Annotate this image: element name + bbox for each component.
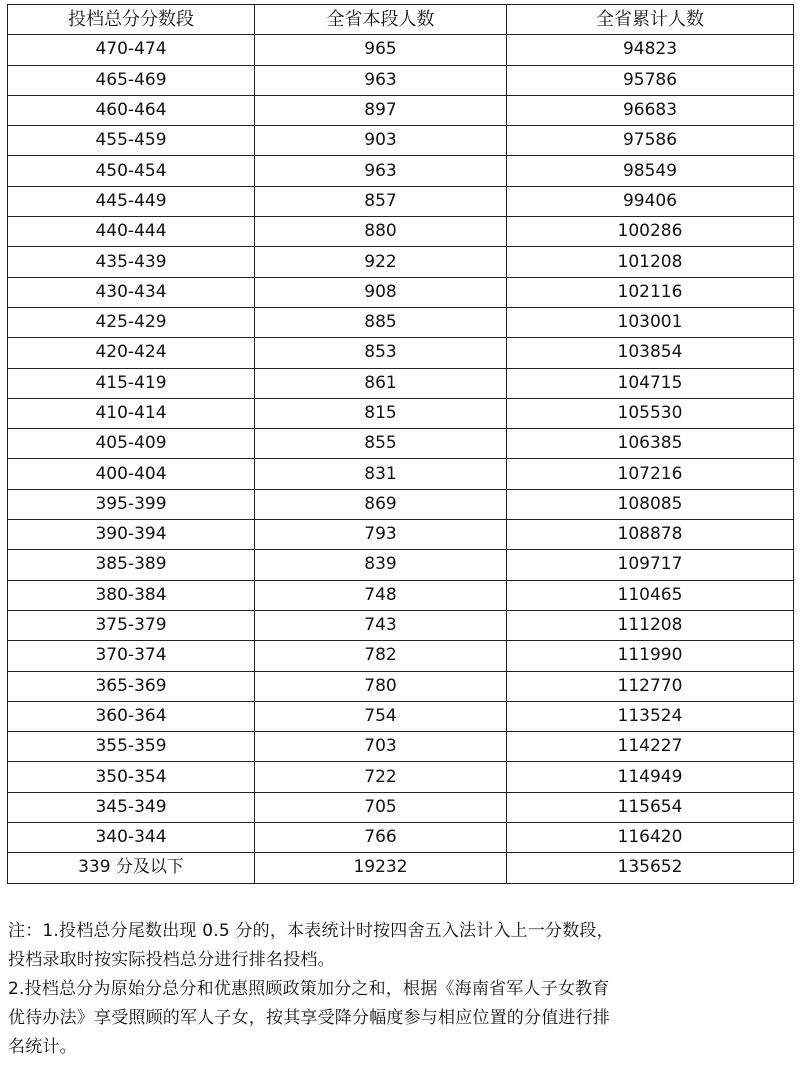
segment-count-cell: 853 bbox=[255, 338, 507, 368]
cumulative-count-cell: 101208 bbox=[507, 247, 794, 277]
cumulative-count-cell: 114949 bbox=[507, 762, 794, 792]
table-row bbox=[8, 156, 794, 186]
score-range-cell: 355-359 bbox=[8, 732, 255, 762]
segment-count-cell: 922 bbox=[255, 247, 507, 277]
cumulative-count-cell: 116420 bbox=[507, 823, 794, 853]
score-table-container bbox=[7, 4, 793, 884]
segment-count-cell: 831 bbox=[255, 459, 507, 489]
score-range-cell: 455-459 bbox=[8, 126, 255, 156]
table-row bbox=[8, 641, 794, 671]
table-row bbox=[8, 398, 794, 428]
segment-count-cell: 885 bbox=[255, 307, 507, 337]
cumulative-count-cell: 103001 bbox=[507, 307, 794, 337]
table-row bbox=[8, 368, 794, 398]
segment-count-cell: 908 bbox=[255, 277, 507, 307]
table-row bbox=[8, 126, 794, 156]
table-row bbox=[8, 247, 794, 277]
cumulative-count-cell: 110465 bbox=[507, 580, 794, 610]
score-range-cell: 430-434 bbox=[8, 277, 255, 307]
cumulative-count-cell: 95786 bbox=[507, 65, 794, 95]
note-2-line-3: 名统计。 bbox=[8, 1037, 77, 1057]
table-row bbox=[8, 338, 794, 368]
note-2-line-1: 2.投档总分为原始分总分和优惠照顾政策加分之和，根据《海南省军人子女教育 bbox=[8, 979, 610, 999]
score-range-cell: 420-424 bbox=[8, 338, 255, 368]
cumulative-count-cell: 96683 bbox=[507, 95, 794, 125]
score-range-cell: 415-419 bbox=[8, 368, 255, 398]
table-row bbox=[8, 35, 794, 65]
cumulative-count-cell: 106385 bbox=[507, 429, 794, 459]
cumulative-count-cell: 111990 bbox=[507, 641, 794, 671]
note-1-line-1: 注：1.投档总分尾数出现 0.5 分的，本表统计时按四舍五入法计入上一分数段， bbox=[8, 921, 614, 941]
cumulative-count-cell: 114227 bbox=[507, 732, 794, 762]
score-range-cell: 400-404 bbox=[8, 459, 255, 489]
cumulative-count-cell: 108878 bbox=[507, 520, 794, 550]
segment-count-cell: 780 bbox=[255, 671, 507, 701]
score-range-cell: 460-464 bbox=[8, 95, 255, 125]
table-row bbox=[8, 762, 794, 792]
score-range-cell: 445-449 bbox=[8, 186, 255, 216]
score-range-cell: 385-389 bbox=[8, 550, 255, 580]
score-range-cell: 340-344 bbox=[8, 823, 255, 853]
table-row bbox=[8, 459, 794, 489]
score-range-cell: 450-454 bbox=[8, 156, 255, 186]
segment-count-cell: 839 bbox=[255, 550, 507, 580]
table-row bbox=[8, 520, 794, 550]
table-row bbox=[8, 95, 794, 125]
segment-count-cell: 722 bbox=[255, 762, 507, 792]
score-range-cell: 350-354 bbox=[8, 762, 255, 792]
segment-count-cell: 963 bbox=[255, 65, 507, 95]
table-row bbox=[8, 580, 794, 610]
score-range-cell: 380-384 bbox=[8, 580, 255, 610]
score-range-cell: 435-439 bbox=[8, 247, 255, 277]
segment-count-cell: 19232 bbox=[255, 853, 507, 883]
cumulative-count-cell: 109717 bbox=[507, 550, 794, 580]
table-row bbox=[8, 217, 794, 247]
cumulative-count-cell: 100286 bbox=[507, 217, 794, 247]
segment-count-cell: 815 bbox=[255, 398, 507, 428]
segment-count-cell: 766 bbox=[255, 823, 507, 853]
table-row bbox=[8, 701, 794, 731]
table-row bbox=[8, 186, 794, 216]
score-range-cell: 410-414 bbox=[8, 398, 255, 428]
header-segment-count: 全省本段人数 bbox=[255, 5, 507, 35]
segment-count-cell: 861 bbox=[255, 368, 507, 398]
header-score-range: 投档总分分数段 bbox=[8, 5, 255, 35]
segment-count-cell: 793 bbox=[255, 520, 507, 550]
segment-count-cell: 705 bbox=[255, 792, 507, 822]
table-body bbox=[8, 35, 794, 883]
table-row bbox=[8, 823, 794, 853]
segment-count-cell: 869 bbox=[255, 489, 507, 519]
cumulative-count-cell: 112770 bbox=[507, 671, 794, 701]
table-row bbox=[8, 65, 794, 95]
segment-count-cell: 965 bbox=[255, 35, 507, 65]
table-row bbox=[8, 489, 794, 519]
score-range-cell: 440-444 bbox=[8, 217, 255, 247]
table-row bbox=[8, 307, 794, 337]
table-row bbox=[8, 792, 794, 822]
cumulative-count-cell: 102116 bbox=[507, 277, 794, 307]
segment-count-cell: 880 bbox=[255, 217, 507, 247]
table-row bbox=[8, 671, 794, 701]
note-2-line-2: 优待办法》享受照顾的军人子女，按其享受降分幅度参与相应位置的分值进行排 bbox=[8, 1008, 610, 1028]
score-distribution-table bbox=[7, 4, 794, 884]
cumulative-count-cell: 108085 bbox=[507, 489, 794, 519]
score-range-cell: 390-394 bbox=[8, 520, 255, 550]
cumulative-count-cell: 97586 bbox=[507, 126, 794, 156]
notes-section bbox=[8, 917, 792, 1062]
table-header bbox=[8, 5, 794, 35]
header-row bbox=[8, 5, 794, 35]
segment-count-cell: 748 bbox=[255, 580, 507, 610]
table-row bbox=[8, 550, 794, 580]
score-range-cell: 339 分及以下 bbox=[8, 853, 255, 883]
cumulative-count-cell: 113524 bbox=[507, 701, 794, 731]
cumulative-count-cell: 99406 bbox=[507, 186, 794, 216]
note-2 bbox=[8, 975, 792, 1062]
segment-count-cell: 897 bbox=[255, 95, 507, 125]
cumulative-count-cell: 115654 bbox=[507, 792, 794, 822]
score-range-cell: 470-474 bbox=[8, 35, 255, 65]
header-cumulative-count: 全省累计人数 bbox=[507, 5, 794, 35]
score-range-cell: 365-369 bbox=[8, 671, 255, 701]
score-range-cell: 465-469 bbox=[8, 65, 255, 95]
segment-count-cell: 703 bbox=[255, 732, 507, 762]
cumulative-count-cell: 107216 bbox=[507, 459, 794, 489]
table-row bbox=[8, 429, 794, 459]
score-range-cell: 370-374 bbox=[8, 641, 255, 671]
table-row bbox=[8, 610, 794, 640]
cumulative-count-cell: 94823 bbox=[507, 35, 794, 65]
note-1 bbox=[8, 917, 792, 975]
cumulative-count-cell: 111208 bbox=[507, 610, 794, 640]
segment-count-cell: 963 bbox=[255, 156, 507, 186]
cumulative-count-cell: 105530 bbox=[507, 398, 794, 428]
segment-count-cell: 857 bbox=[255, 186, 507, 216]
cumulative-count-cell: 135652 bbox=[507, 853, 794, 883]
cumulative-count-cell: 103854 bbox=[507, 338, 794, 368]
score-range-cell: 345-349 bbox=[8, 792, 255, 822]
segment-count-cell: 782 bbox=[255, 641, 507, 671]
segment-count-cell: 754 bbox=[255, 701, 507, 731]
score-range-cell: 375-379 bbox=[8, 610, 255, 640]
table-row bbox=[8, 732, 794, 762]
segment-count-cell: 743 bbox=[255, 610, 507, 640]
table-row bbox=[8, 277, 794, 307]
segment-count-cell: 855 bbox=[255, 429, 507, 459]
score-range-cell: 395-399 bbox=[8, 489, 255, 519]
score-range-cell: 360-364 bbox=[8, 701, 255, 731]
cumulative-count-cell: 104715 bbox=[507, 368, 794, 398]
score-range-cell: 425-429 bbox=[8, 307, 255, 337]
segment-count-cell: 903 bbox=[255, 126, 507, 156]
cumulative-count-cell: 98549 bbox=[507, 156, 794, 186]
score-range-cell: 405-409 bbox=[8, 429, 255, 459]
table-row bbox=[8, 853, 794, 883]
note-1-line-2: 投档录取时按实际投档总分进行排名投档。 bbox=[8, 950, 335, 970]
